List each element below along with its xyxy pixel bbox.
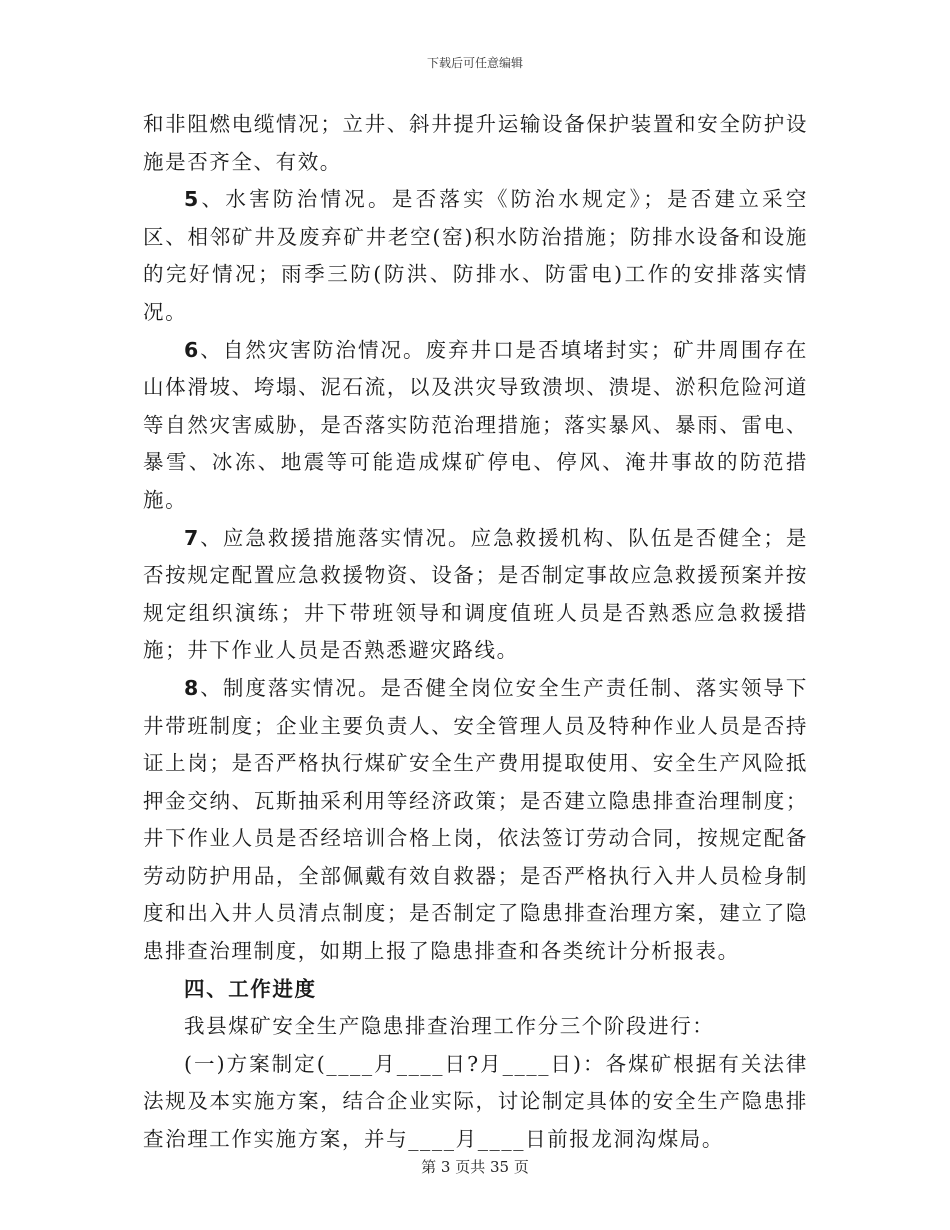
paragraph-intro: 我县煤矿安全生产隐患排查治理工作分三个阶段进行：	[184, 1014, 715, 1039]
item-number: 5	[184, 187, 200, 212]
document-body	[143, 106, 808, 1159]
section-heading: 四、工作进度	[184, 976, 317, 1001]
item-number: 8	[184, 675, 200, 700]
item-text: 、自然灾害防治情况。废弃井口是否填堵封实；矿井周围存在山体滑坡、垮塌、泥石流，以及洪灾导致溃坝、溃堤、淤积危险河道等自然灾害威胁，是否落实防范治理措施；落实暴风、暴雨、雷电、暴雪、冰冻、地震等可能造成煤矿停电、停风、淹井事故的防范措施。	[143, 337, 808, 512]
item-text: 、制度落实情况。是否健全岗位安全生产责任制、落实领导下井带班制度；企业主要负责人、安全管理人员及特种作业人员是否持证上岗；是否严格执行煤矿安全生产费用提取使用、安全生产风险抵押金交纳、瓦斯抽采利用等经济政策；是否建立隐患排查治理制度；井下作业人员是否经培训合格上岗，依法签订劳动合同，按规定配备劳动防护用品，全部佩戴有效自救器；是否严格执行入井人员检身制度和出入井人员清点制度；是否制定了隐患排查治理方案，建立了隐患排查治理制度，如期上报了隐患排查和各类统计分析报表。	[143, 675, 808, 964]
page-header: 下载后可任意编辑	[426, 56, 523, 70]
item-text: 、水害防治情况。是否落实《防治水规定》；是否建立采空区、相邻矿井及废弃矿井老空(窑)积水防治措施；防排水设备和设施的完好情况；雨季三防(防洪、防排水、防雷电)工作的安排落实情况。	[143, 187, 808, 324]
item-number: 6	[184, 337, 200, 362]
item-number: 7	[184, 525, 200, 550]
paragraph-item-5	[143, 181, 808, 331]
paragraph-continuation: 和非阻燃电缆情况；立井、斜井提升运输设备保护装置和安全防护设施是否齐全、有效。	[143, 112, 808, 174]
paragraph-item-7	[143, 520, 808, 670]
page-footer: 第 3 页共 35 页	[421, 1158, 529, 1176]
paragraph-stage-1: (一)方案制定(____月____日?月____日)：各煤矿根据有关法律法规及本实施方案，结合企业实际，讨论制定具体的安全生产隐患排查治理工作实施方案，并与____月____日前报龙洞沟煤局。	[143, 1051, 808, 1152]
paragraph-item-8	[143, 670, 808, 971]
item-text: 、应急救援措施落实情况。应急救援机构、队伍是否健全；是否按规定配置应急救援物资、设备；是否制定事故应急救援预案并按规定组织演练；井下带班领导和调度值班人员是否熟悉应急救援措施；井下作业人员是否熟悉避灾路线。	[143, 525, 808, 663]
paragraph-item-6	[143, 332, 808, 520]
